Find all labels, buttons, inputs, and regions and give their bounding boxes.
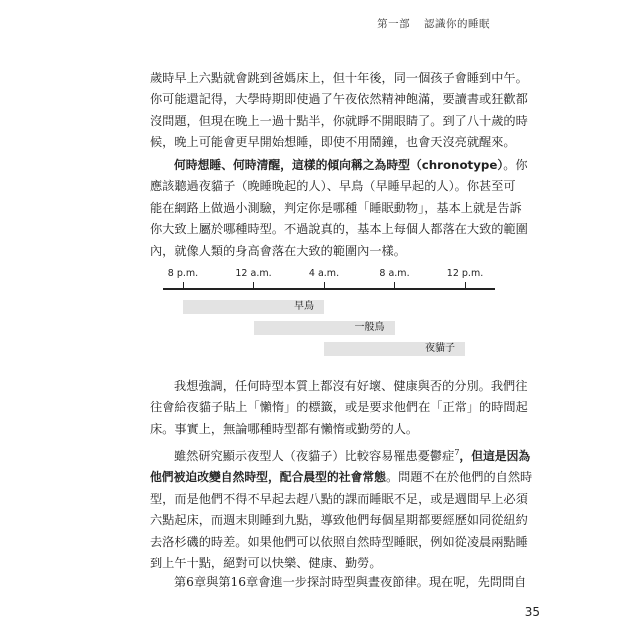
text-line: 往會給夜貓子貼上「懶惰」的標籤，或是要求他們在「正常」的時間起 bbox=[150, 400, 528, 415]
paragraph-2 bbox=[150, 155, 528, 262]
tick-mark bbox=[465, 282, 466, 289]
text-line bbox=[150, 467, 533, 488]
bar-label: 一般鳥 bbox=[354, 322, 385, 333]
chronotype-bar bbox=[324, 342, 465, 356]
text-line bbox=[150, 155, 528, 176]
paragraph-5 bbox=[150, 572, 527, 593]
text-line bbox=[150, 442, 531, 467]
chronotype-chart bbox=[150, 268, 500, 368]
text-line: 第6章與第16章會進一步探討時型與晝夜節律。現在呢，先問問自 bbox=[174, 575, 527, 589]
text-line: 應該聽過夜貓子（晚睡晚起的人）、早鳥（早睡早起的人）。你甚至可 bbox=[150, 179, 516, 194]
text-line: 六點起床，而週末則睡到九點，導致他們每個星期都要經歷如同從紐約 bbox=[150, 513, 528, 528]
paragraph-1 bbox=[150, 68, 528, 154]
text-line: 我想強調，任何時型本質上都沒有好壞、健康與否的分別。我們往 bbox=[174, 379, 528, 393]
tick-mark bbox=[253, 282, 254, 289]
paragraph-3 bbox=[150, 376, 528, 440]
running-head-title: 認識你的睡眠 bbox=[424, 18, 490, 30]
tick-mark bbox=[183, 282, 184, 289]
page-number: 35 bbox=[524, 605, 540, 619]
tick-mark bbox=[394, 282, 395, 289]
running-head bbox=[367, 16, 490, 31]
text-line: 歲時早上六點就會跳到爸媽床上，但十年後，同一個孩子會睡到中午。 bbox=[150, 71, 528, 85]
text-line: 床。事實上，無論哪種時型都有懶惰或勤勞的人。 bbox=[150, 421, 419, 436]
text-line: 去洛杉磯的時差。如果他們可以依照自然時型睡眠，例如從凌晨兩點睡 bbox=[150, 534, 528, 549]
bar-label: 早鳥 bbox=[294, 301, 314, 312]
chronotype-bar bbox=[254, 321, 395, 335]
p4-plain-2: 。問題不在於他們的自然時 bbox=[385, 470, 533, 485]
chronotype-bar bbox=[183, 300, 324, 314]
tick-mark bbox=[324, 282, 325, 289]
lead-rest: 。你 bbox=[503, 158, 528, 172]
timeline-axis bbox=[163, 288, 495, 290]
text-line: 內，就像人類的身高會落在大致的範圍內一樣。 bbox=[150, 243, 406, 258]
bold-lead: 何時想睡、何時清醒，這樣的傾向稱之為時型（chronotype） bbox=[174, 158, 504, 172]
p4-bold-2: 他們被迫改變自然時型，配合晨型的社會常態 bbox=[150, 470, 386, 485]
text-line: 沒問題，但現在晚上一過十點半，你就睜不開眼睛了。到了八十歲的時 bbox=[150, 113, 528, 128]
text-line: 候，晚上可能會更早開始想睡，即使不用鬧鐘，也會天沒亮就醒來。 bbox=[150, 135, 516, 150]
tick-label: 12 p.m. bbox=[446, 268, 484, 279]
text-line: 你大致上屬於哪種時型。不過說真的，基本上每個人都落在大致的範圍 bbox=[150, 222, 528, 237]
p4-plain: 雖然研究顯示夜型人（夜貓子）比較容易罹患憂鬱症 bbox=[174, 449, 455, 464]
tick-label: 8 p.m. bbox=[167, 268, 199, 279]
tick-label: 12 a.m. bbox=[235, 268, 272, 279]
bar-label: 夜貓子 bbox=[425, 343, 455, 354]
p4-bold: ，但這是因為 bbox=[459, 449, 531, 464]
text-line: 型，而是他們不得不早起去趕八點的課而睡眠不足，或是週間早上必須 bbox=[150, 491, 528, 506]
text-line: 能在網路上做過小測驗，判定你是哪種「睡眠動物」，基本上就是告訴 bbox=[150, 200, 522, 215]
tick-label: 4 a.m. bbox=[308, 268, 340, 279]
running-head-part: 第一部 bbox=[377, 18, 411, 30]
text-line: 你可能還記得，大學時期即使過了午夜依然精神飽滿，要讀書或狂歡都 bbox=[150, 92, 528, 107]
footnote-ref: 7 bbox=[454, 448, 460, 457]
tick-label: 8 a.m. bbox=[379, 268, 410, 279]
paragraph-4 bbox=[150, 442, 533, 575]
text-line: 到上午十點，絕對可以快樂、健康、勤勞。 bbox=[150, 556, 382, 571]
